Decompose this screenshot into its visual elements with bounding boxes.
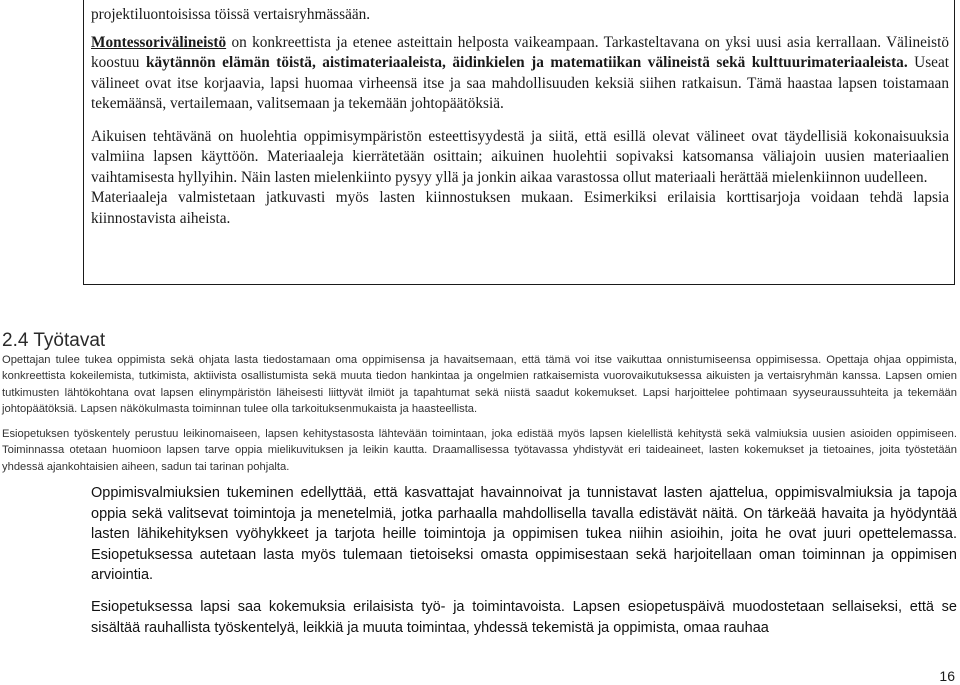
box-paragraph-4: Materiaaleja valmistetaan jatkuvasti myös lasten kiinnostuksen mukaan. Esimerkiksi erilaisia korttisarjoja voidaan tehdä lapsia kiinnostavista aiheista. <box>91 189 949 227</box>
montessori-term: Montessorivälineistö <box>91 33 227 51</box>
box-paragraph-3: Aikuisen tehtävänä on huolehtia oppimisympäristön esteettisyydestä ja siitä, että esillä olevat välineet ovat täydellisiä kokonaisuuksia valmiina lapsen käyttöön. Materiaaleja kierrätetään osittain; aikuinen huolehtii sopivaksi katsomansa väliajoin uusien materiaalien vaihtamisesta hyllyihin. Näin lasten mielenkiinto pysyy yllä ja jonkin aikaa varastossa ollut materiaali herättää mielenkiinnon uudelleen. <box>91 127 949 186</box>
box-paragraph-2-text-a: on konkreettista ja etenee asteittain helposta vaikeampaan. Tarkasteltavana on yksi uusi asia kerrallaan. Välineistö koostuu <box>91 33 949 71</box>
text-box <box>83 0 955 285</box>
box-paragraph-2-text-b: Useat välineet ovat itse korjaavia, lapsi huomaa virheensä itse ja saa mahdollisuuden keksiä siihen ratkaisun. Tämä haastaa lapsen toistamaan tekemäänsä, vertailemaan, valitsemaan ja tekemään johtopäätöksiä. <box>91 54 949 112</box>
section-paragraph-1: Opettajan tulee tukea oppimista sekä ohjata lasta tiedostamaan oma oppimisensa ja havaitsemaan, että tämä voi itse vaikuttaa onnistumiseensa oppimisessa. Opettaja ohjaa oppimista, konkreettista kokeilemista, tutkimista, aktiivista osallistumista sekä muuta tiedon hankintaa ja ongelmien ratkaisemista vuorovaikutuksessa aikuisten ja vertaisryhmän kanssa. Lapsen omien tutkimusten lähtökohtana ovat lapsen elinympäristön läheisesti liittyvät ilmiöt ja tapahtumat sekä niistä saadut kokemukset. Lapsi harjoittelee pohtimaan syyseuraussuhteita ja tekemään johtopäätöksiä. Lapsen näkökulmasta toiminnan tulee olla tarkoituksenmukaista ja haasteellista. <box>2 354 957 415</box>
spacer <box>91 26 954 33</box>
box-paragraph-2-bold: käytännön elämän töistä, aistimateriaaleista, äidinkielen ja matematiikan välineistä sekä kulttuurimateriaaleista. <box>145 54 908 71</box>
box-paragraph-2 <box>91 33 949 115</box>
page-number: 16 <box>939 668 955 684</box>
body-paragraph-2: Esiopetuksessa lapsi saa kokemuksia erilaisista työ- ja toimintavoista. Lapsen esiopetuspäivä muodostetaan sellaiseksi, että se sisältää rauhallista työskentelyä, leikkiä ja muuta toimintaa, yhdessä tekemistä ja oppimista, omaa rauhaa <box>91 599 957 636</box>
spacer <box>91 115 954 127</box>
box-paragraph-1: projektiluontoisissa töissä vertaisryhmässään. <box>91 6 371 23</box>
body-paragraph-1: Oppimisvalmiuksien tukeminen edellyttää, että kasvattajat havainnoivat ja tunnistavat lasten ajattelua, oppimisvalmiuksia ja tapoja oppia sekä valitsevat toimintoja ja menetelmiä, jotka parhaalla mahdollisella tavalla edistävät näitä. On tärkeää havaita ja hyödyntää lasten lähikehityksen vyöhykkeet ja tarjota heille toimintoja ja oppimisen tukea niihin asioihin, joita he ovat juuri opettelemassa. Esiopetuksessa autetaan lasta myös tulemaan tietoiseksi omasta oppimisestaan sekä harjoitellaan oman toiminnan ja oppimisen arviointia. <box>91 485 957 583</box>
section-paragraph-2: Esiopetuksen työskentely perustuu leikinomaiseen, lapsen kehitystasosta lähtevään toimintaan, joka edistää myös lapsen kielellistä kehitystä sekä valmiuksia uusien asioiden oppimiseen. Toiminnassa otetaan huomioon lapsen tarve oppia mielikuvituksen ja leikin kautta. Draamallisessa työtavassa yhdistyvät eri taideaineet, lasten kokemukset ja tietoaines, joita työstetään yhdessä ajankohtaisien aiheen, sadun tai tarinan pohjalta. <box>2 428 957 473</box>
section-heading: 2.4 Työtavat <box>2 330 106 351</box>
